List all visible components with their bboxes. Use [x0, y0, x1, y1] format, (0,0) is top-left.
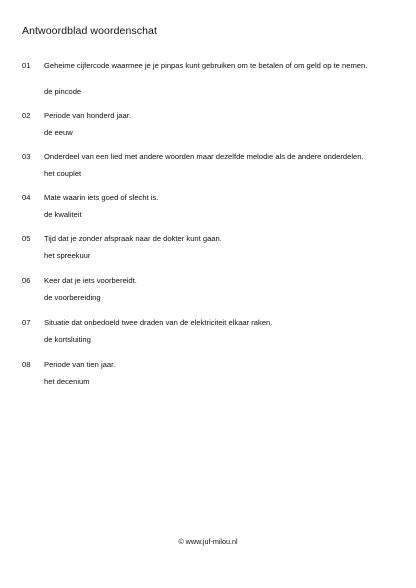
item-question: Keer dat je iets voorbereidt.	[44, 276, 137, 285]
item-question: Tijd dat je zonder afspraak naar de dokter kunt gaan.	[44, 234, 222, 243]
item-answer: de pincode	[44, 87, 82, 96]
item-number: 04	[22, 193, 31, 202]
item-answer: de eeuw	[44, 128, 73, 137]
page-title: Antwoordblad woordenschat	[22, 25, 158, 37]
item-question: Periode van tien jaar.	[44, 360, 116, 369]
item-question: Situatie dat onbedoeld twee draden van de elektriciteit elkaar raken.	[44, 318, 273, 327]
item-answer: het couplet	[44, 169, 82, 178]
item-answer: de voorbereiding	[44, 293, 101, 302]
item-number: 07	[22, 318, 31, 327]
item-answer: het spreekuur	[44, 251, 91, 260]
item-question: Mate waarin iets goed of slecht is.	[44, 193, 159, 202]
item-answer: het decenium	[44, 377, 90, 386]
item-number: 06	[22, 276, 31, 285]
item-question: Onderdeel van een lied met andere woorden maar dezelfde melodie als de andere onderdelen.	[44, 152, 364, 161]
item-answer: de kortsluiting	[44, 335, 91, 344]
footer-copyright: © www.juf-milou.nl	[178, 537, 238, 546]
item-number: 01	[22, 61, 31, 70]
item-number: 03	[22, 152, 31, 161]
item-question: Geheime cijfercode waarmee je je pinpas kunt gebruiken om te betalen of om geld op te nemen.	[44, 61, 368, 70]
item-question: Periode van honderd jaar.	[44, 111, 131, 120]
item-answer: de kwaliteit	[44, 210, 82, 219]
item-number: 02	[22, 111, 31, 120]
item-number: 08	[22, 360, 31, 369]
item-number: 05	[22, 234, 31, 243]
